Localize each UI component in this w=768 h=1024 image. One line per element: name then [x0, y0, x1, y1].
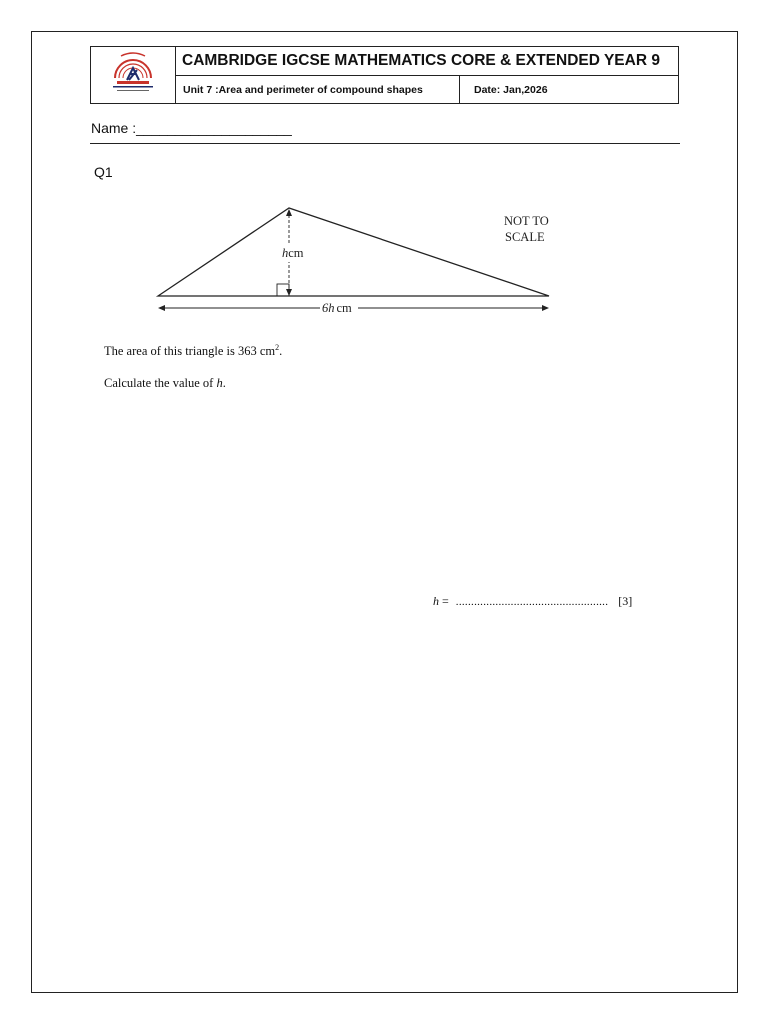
answer-blank[interactable]: .................................................. — [455, 596, 609, 608]
triangle-shape — [158, 208, 549, 296]
page-border — [31, 31, 738, 993]
question-statement: The area of this triangle is 363 $cm^2$. — [104, 343, 283, 359]
not-to-scale-note-line2: SCALE — [505, 230, 545, 244]
base-label: 6h cm — [322, 301, 352, 315]
worksheet-header — [90, 46, 679, 104]
triangle-diagram — [150, 200, 570, 320]
date-label: Date: Jan,2026 — [460, 76, 679, 104]
base-arrow-left — [158, 305, 165, 311]
not-to-scale-note-line1: NOT TO — [504, 214, 549, 228]
marks-label: [3] — [618, 594, 633, 608]
unit-label: Unit 7 :Area and perimeter of compound shapes — [176, 76, 460, 104]
worksheet-title: CAMBRIDGE IGCSE MATHEMATICS CORE & EXTENDED YEAR 9 — [176, 47, 679, 76]
height-label: hcm — [282, 246, 304, 260]
question-instruction: Calculate the value of h. — [104, 376, 226, 390]
name-divider — [90, 143, 680, 144]
question-number: Q1 — [94, 164, 113, 180]
logo-cell — [91, 47, 176, 104]
answer-line: h = .................................................. [3] — [433, 594, 633, 608]
name-field: Name :____________________ — [91, 120, 292, 136]
school-crest-logo — [103, 48, 163, 98]
base-arrow-right — [542, 305, 549, 311]
